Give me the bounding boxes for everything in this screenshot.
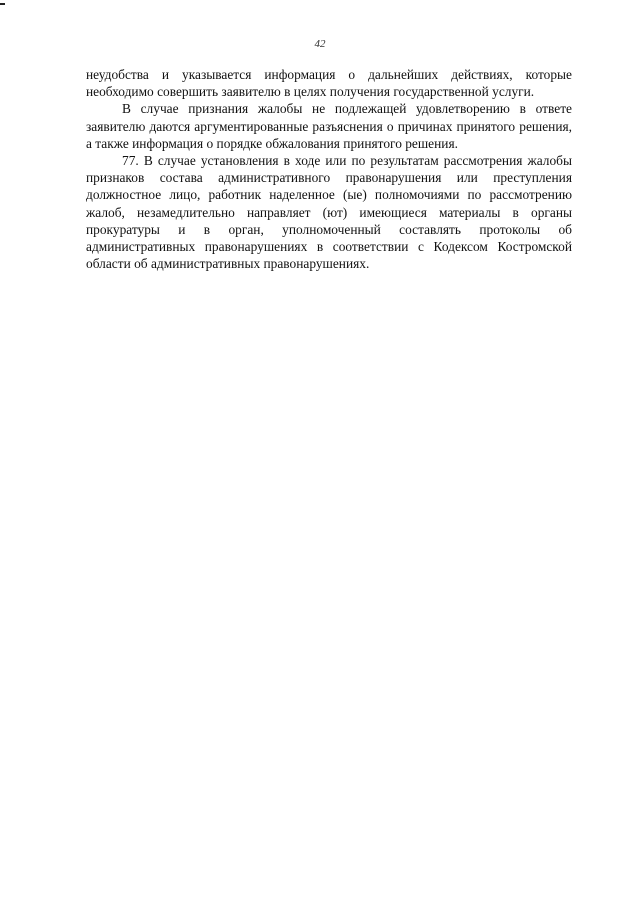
paragraph-continuation: неудобства и указывается информация о дальнейших действиях, которые необходимо совершить заявителю в целях получения государственной услуги. xyxy=(86,67,572,100)
paragraph-item-77: 77. В случае установления в ходе или по результатам рассмотрения жалобы признаков состава административного правонарушения или преступления должностное лицо, работник наделенное (ые) полномочиями по рассмотрению жалоб, незамедлительно направляет (ют) имеющиеся материалы в органы прокуратуры и в орган, уполномоченный составлять протоколы об административных правонарушениях в соответствии с Кодексом Костромской области об административных правонарушениях. xyxy=(86,153,572,272)
scan-corner-mark xyxy=(0,3,5,5)
document-body xyxy=(86,66,572,272)
paragraph-complaint-rejection: В случае признания жалобы не подлежащей удовлетворению в ответе заявителю даются аргументированные разъяснения о причинах принятого решения, а также информация о порядке обжалования принятого решения. xyxy=(86,101,572,151)
page-number: 42 xyxy=(314,38,326,50)
